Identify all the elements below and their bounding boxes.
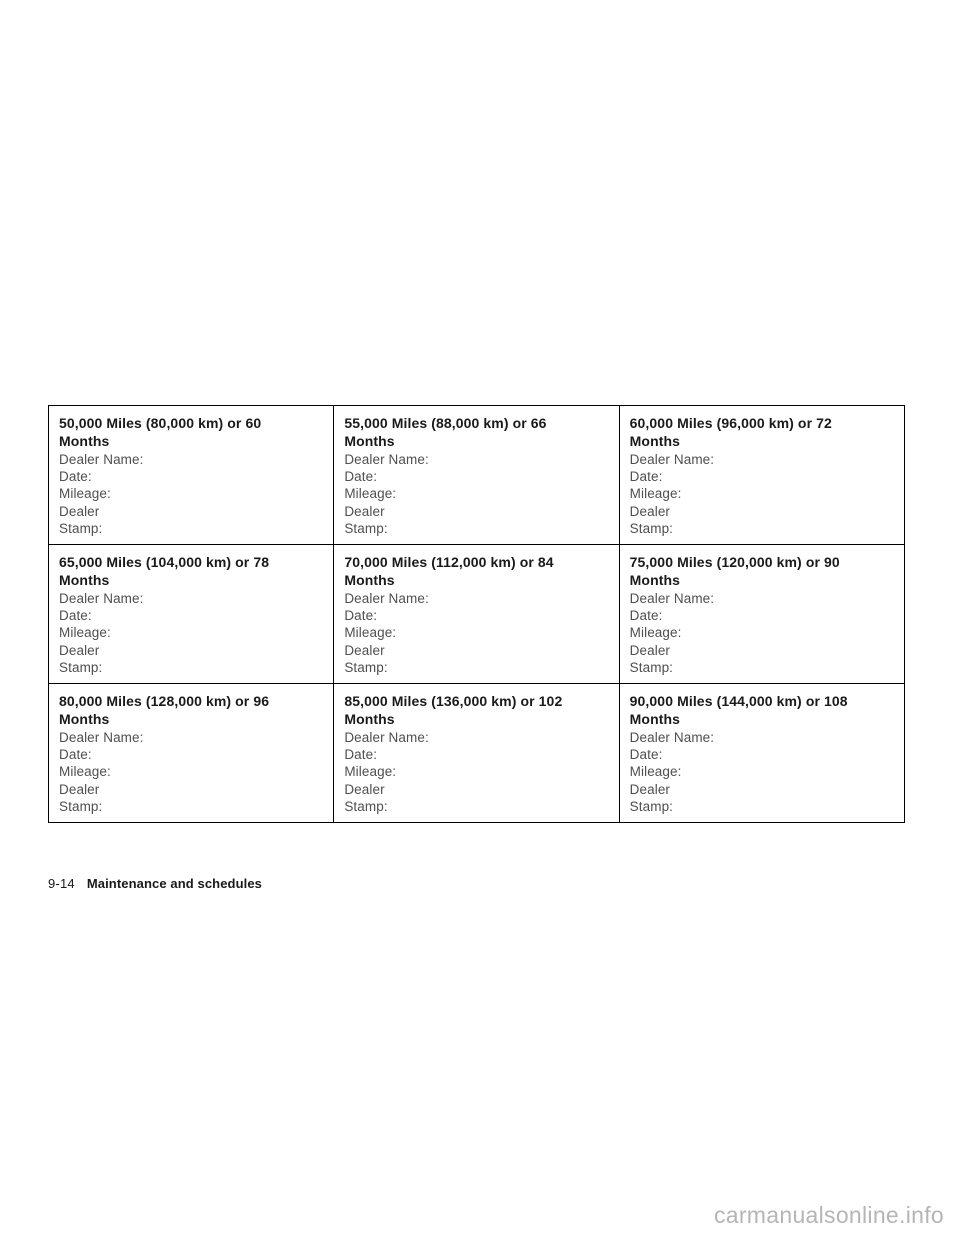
cell-field-label: Mileage: — [629, 486, 682, 502]
maintenance-schedule-table — [48, 405, 905, 823]
cell-field-label: Date: — [629, 469, 663, 485]
cell-field-label: Mileage: — [344, 486, 397, 502]
cell-field-label: Date: — [629, 747, 663, 763]
cell-title: 70,000 Miles (112,000 km) or 84 Months — [344, 554, 554, 589]
cell-field-label: Stamp: — [59, 798, 103, 814]
cell-field-label: Mileage: — [59, 764, 111, 780]
cell-title: 75,000 Miles (120,000 km) or 90 Months — [629, 554, 840, 589]
cell-field-label: Dealer Name: — [344, 591, 429, 607]
cell-field-label: Dealer — [344, 642, 385, 658]
schedule-table-body — [49, 406, 905, 823]
cell-field-label: Date: — [629, 608, 663, 624]
cell-field-label: Stamp: — [59, 520, 103, 536]
cell-field-label: Dealer Name: — [59, 730, 144, 746]
cell-field-label: Dealer Name: — [629, 591, 715, 607]
cell-field-label: Date: — [344, 469, 378, 485]
cell-field-label: Dealer — [344, 503, 385, 519]
cell-field-label: Dealer — [59, 642, 100, 658]
cell-title: 65,000 Miles (104,000 km) or 78 Months — [59, 554, 270, 589]
cell-field-label: Mileage: — [344, 764, 397, 780]
cell-field-label: Dealer — [59, 503, 100, 519]
schedule-cell — [49, 545, 334, 684]
page-footer — [48, 876, 262, 891]
cell-field-label: Date: — [59, 608, 92, 624]
cell-field-label: Stamp: — [344, 520, 388, 536]
cell-title: 55,000 Miles (88,000 km) or 66 Months — [344, 415, 547, 449]
schedule-cell — [334, 545, 619, 684]
cell-field-label: Stamp: — [629, 659, 674, 675]
cell-field-label: Dealer Name: — [344, 452, 429, 467]
cell-field-label: Dealer Name: — [629, 730, 715, 746]
cell-field-label: Dealer — [629, 781, 671, 797]
schedule-cell — [619, 406, 904, 545]
cell-field-label: Dealer — [629, 642, 671, 658]
cell-field-label: Dealer — [629, 503, 671, 519]
cell-field-label: Stamp: — [344, 798, 388, 814]
schedule-cell — [49, 684, 334, 823]
cell-field-label: Dealer Name: — [59, 591, 144, 607]
cell-field-label: Mileage: — [629, 625, 682, 641]
cell-field-label: Mileage: — [59, 625, 111, 641]
cell-field-label: Dealer Name: — [629, 452, 715, 467]
cell-title: 85,000 Miles (136,000 km) or 102 Months — [344, 693, 563, 728]
schedule-row — [49, 406, 905, 545]
watermark-text: carmanualsonline.info — [713, 1202, 944, 1228]
schedule-row — [49, 684, 905, 823]
cell-field-label: Date: — [344, 608, 378, 624]
cell-field-label: Dealer Name: — [344, 730, 429, 746]
schedule-row — [49, 545, 905, 684]
cell-field-label: Mileage: — [344, 625, 397, 641]
cell-field-label: Mileage: — [59, 486, 111, 502]
cell-field-label: Date: — [59, 469, 92, 485]
cell-field-label: Date: — [344, 747, 378, 763]
page-number: 9-14 — [48, 876, 75, 891]
schedule-cell — [619, 684, 904, 823]
schedule-cell — [619, 545, 904, 684]
cell-field-label: Dealer — [59, 781, 100, 797]
cell-field-label: Stamp: — [344, 659, 388, 675]
cell-field-label: Stamp: — [629, 798, 674, 814]
schedule-cell — [334, 406, 619, 545]
cell-field-label: Stamp: — [59, 659, 103, 675]
schedule-cell — [334, 684, 619, 823]
cell-field-label: Dealer — [344, 781, 385, 797]
cell-title: 60,000 Miles (96,000 km) or 72 Months — [629, 415, 832, 449]
section-title: Maintenance and schedules — [86, 876, 262, 891]
schedule-cell — [49, 406, 334, 545]
cell-field-label: Dealer Name: — [59, 452, 144, 467]
cell-title: 50,000 Miles (80,000 km) or 60 Months — [59, 415, 262, 449]
cell-field-label: Mileage: — [629, 764, 682, 780]
cell-field-label: Stamp: — [629, 520, 674, 536]
cell-field-label: Date: — [59, 747, 92, 763]
cell-title: 90,000 Miles (144,000 km) or 108 Months — [629, 693, 848, 728]
cell-title: 80,000 Miles (128,000 km) or 96 Months — [59, 693, 270, 728]
